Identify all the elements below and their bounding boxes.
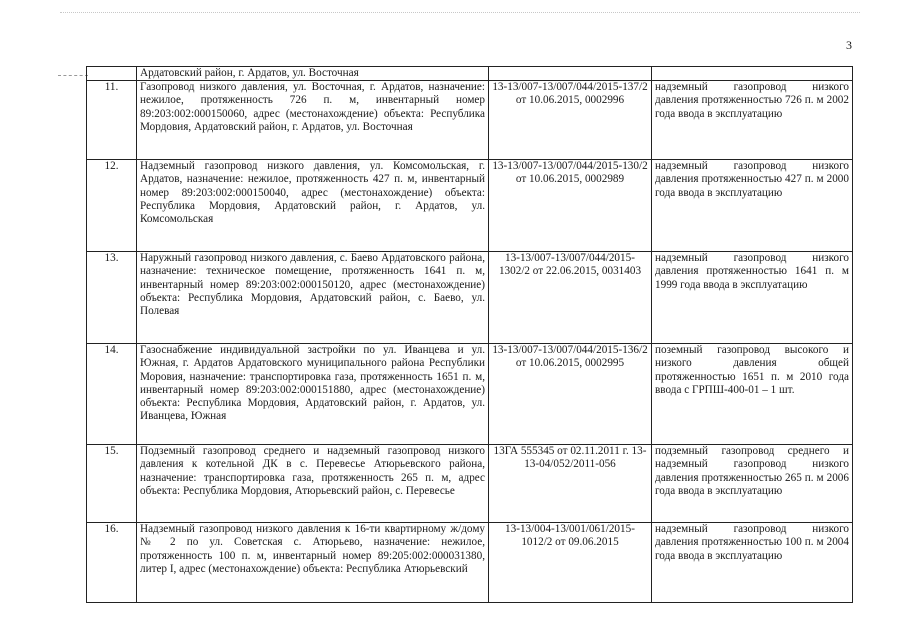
- cell-note: поземный газопровод высокого и низкого давления общей протяженностью 1651 п. м 2010 года ввода с ГРПШ-400-01 – 1 шт.: [652, 344, 853, 445]
- cell-note: надземный газопровод низкого давления протяженностью 726 п. м 2002 года ввода в эксплуатацию: [652, 81, 853, 160]
- cell-description: Надземный газопровод низкого давления, ул. Комсомольская, г. Ардатов, назначение: нежилое, протяженность 427 п. м, инвентарный номер 89:203:002:000150040, адрес (местонахождение) объекта: Республика Мордовия, Ардатовский район, г. Ардатов, ул. Комсомольская: [137, 160, 489, 252]
- cell-registration: 13-13/007-13/007/044/2015-1302/2 от 22.06.2015, 0031403: [489, 252, 652, 344]
- cell-num: 11.: [87, 81, 137, 160]
- cell-note: надземный газопровод низкого давления протяженностью 100 п. м 2004 года ввода в эксплуатацию: [652, 523, 853, 603]
- cell-num: [87, 67, 137, 81]
- table-row-continuation: [87, 67, 853, 81]
- cell-description: Надземный газопровод низкого давления к 16-ти квартирному ж/дому № 2 по ул. Советская с. Атюрьево, назначение: нежилое, протяженность 100 п. м, инвентарный номер 89:205:002:000031380, литер I, адрес (местонахождение) объекта: Республика Атюрьевский: [137, 523, 489, 603]
- cell-description: Подземный газопровод среднего и надземный газопровод низкого давления к котельной ДК в с. Перевесье Атюрьевского района, назначение: транспортировка газа, протяженность 265 п. м, адрес объекта: Республика Мордовия, Атюрьевский район, с. Перевесье: [137, 445, 489, 523]
- cell-note: надземный газопровод низкого давления протяженностью 1641 п. м 1999 года ввода в эксплуатацию: [652, 252, 853, 344]
- cell-note: [652, 67, 853, 81]
- table-row: [87, 160, 853, 252]
- table-row: [87, 523, 853, 603]
- scan-artifact: [60, 12, 860, 17]
- cell-num: 13.: [87, 252, 137, 344]
- page-number: 3: [846, 38, 852, 52]
- cell-registration: 13-13/007-13/007/044/2015-136/2 от 10.06.2015, 0002995: [489, 344, 652, 445]
- cell-description: Газопровод низкого давления, ул. Восточная, г. Ардатов, назначение: нежилое, протяженность 726 п. м, инвентарный номер 89:203:002:000150060, адрес (местонахождение) объекта: Республика Мордовия, Ардатовский район, г. Ардатов, ул. Восточная: [137, 81, 489, 160]
- table-row: [87, 252, 853, 344]
- cell-num: 15.: [87, 445, 137, 523]
- cell-description: Наружный газопровод низкого давления, с. Баево Ардатовского района, назначение: техническое помещение, протяженность 1641 п. м, инвентарный номер 89:203:002:000150120, адрес (местонахождение) объекта: Республика Мордовия, Ардатовский район, с. Баево, ул. Полевая: [137, 252, 489, 344]
- margin-rule: [58, 75, 88, 76]
- cell-registration: 13ГА 555345 от 02.11.2011 г. 13-13-04/052/2011-056: [489, 445, 652, 523]
- table-row: [87, 445, 853, 523]
- property-registry-table: [86, 66, 853, 603]
- cell-note: подземный газопровод среднего и надземный газопровод низкого давления протяженностью 265 п. м 2006 года ввода в эксплуатацию: [652, 445, 853, 523]
- cell-registration: [489, 67, 652, 81]
- cell-description: Газоснабжение индивидуальной застройки по ул. Иванцева и ул. Южная, г. Ардатов Ардатовского муниципального района Республики Моровия, назначение: транспортировка газа, протяженность 1651 п. м, инвентарный номер 89:203:002:000151880, адрес (местонахождение) объекта: Республика Мордовия, Ардатовский район, г. Ардатов, ул. Иванцева, Южная: [137, 344, 489, 445]
- cell-registration: 13-13/004-13/001/061/2015-1012/2 от 09.06.2015: [489, 523, 652, 603]
- cell-description: Ардатовский район, г. Ардатов, ул. Восточная: [137, 67, 489, 81]
- cell-registration: 13-13/007-13/007/044/2015-137/2 от 10.06.2015, 0002996: [489, 81, 652, 160]
- table-row: [87, 344, 853, 445]
- cell-num: 12.: [87, 160, 137, 252]
- table-row: [87, 81, 853, 160]
- cell-note: надземный газопровод низкого давления протяженностью 427 п. м 2000 года ввода в эксплуатацию: [652, 160, 853, 252]
- cell-registration: 13-13/007-13/007/044/2015-130/2 от 10.06.2015, 0002989: [489, 160, 652, 252]
- cell-num: 14.: [87, 344, 137, 445]
- cell-num: 16.: [87, 523, 137, 603]
